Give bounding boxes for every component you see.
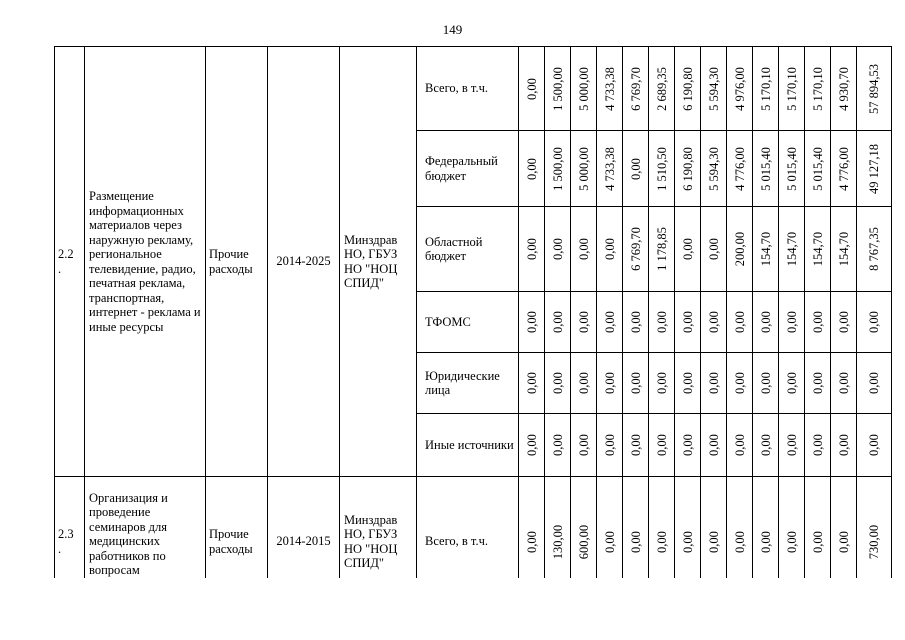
funding-value-cell <box>571 131 597 207</box>
funding-value-cell <box>701 353 727 414</box>
funding-value-cell <box>571 292 597 353</box>
funding-value: 5 015,40 <box>758 146 773 191</box>
funding-value: 5 170,10 <box>810 66 825 111</box>
funding-value: 200,00 <box>732 231 747 267</box>
funding-value: 5 000,00 <box>576 146 591 191</box>
funding-value: 0,00 <box>602 530 617 553</box>
funding-value-cell <box>701 47 727 131</box>
funding-value: 0,00 <box>706 434 721 456</box>
funding-value: 0,00 <box>758 372 773 394</box>
funding-value-cell <box>545 414 571 477</box>
funding-value: 1 500,00 <box>550 66 565 111</box>
funding-value-cell <box>831 353 857 414</box>
funding-value-cell <box>805 414 831 477</box>
funding-value: 0,00 <box>836 372 851 394</box>
funding-value: 0,00 <box>680 311 695 333</box>
funding-value-cell <box>831 47 857 131</box>
funding-value-cell <box>623 414 649 477</box>
funding-value: 0,00 <box>836 434 851 456</box>
funding-value-cell <box>805 353 831 414</box>
funding-value: 4 930,70 <box>836 66 851 111</box>
funding-value: 0,00 <box>810 434 825 456</box>
funding-value-cell <box>649 131 675 207</box>
funding-value-cell <box>675 47 701 131</box>
funding-value: 5 594,30 <box>706 66 721 111</box>
funding-value: 6 190,80 <box>680 146 695 191</box>
funding-value: 0,00 <box>550 372 565 394</box>
funding-value: 0,00 <box>628 530 643 553</box>
funding-value: 4 733,38 <box>602 66 617 111</box>
funding-value: 5 170,10 <box>784 66 799 111</box>
responsible-executor: Минздрав НО, ГБУЗ НО "НОЦ СПИД" <box>340 477 417 607</box>
funding-value: 4 976,00 <box>732 66 747 111</box>
funding-value-cell <box>571 47 597 131</box>
funding-value-cell <box>857 207 892 292</box>
activity-period: 2014-2025 <box>268 47 340 477</box>
funding-value: 0,00 <box>628 157 643 180</box>
funding-value-cell <box>779 353 805 414</box>
funding-value: 0,00 <box>550 238 565 260</box>
funding-value: 0,00 <box>576 311 591 333</box>
funding-value-cell <box>779 47 805 131</box>
funding-value-cell <box>779 207 805 292</box>
funding-value: 6 190,80 <box>680 66 695 111</box>
funding-value-cell <box>519 414 545 477</box>
activity-period: 2014-2015 <box>268 477 340 607</box>
funding-value-cell <box>857 47 892 131</box>
activity-number: 2.2 . <box>55 47 85 477</box>
funding-value-cell <box>753 131 779 207</box>
funding-value-cell <box>831 207 857 292</box>
funding-value-cell <box>753 353 779 414</box>
funding-value: 0,00 <box>784 530 799 553</box>
funding-value: 0,00 <box>680 372 695 394</box>
funding-value-cell <box>831 414 857 477</box>
funding-value-cell <box>545 292 571 353</box>
funding-value: 0,00 <box>732 311 747 333</box>
funding-value: 0,00 <box>576 238 591 260</box>
activity-number: 2.3 . <box>55 477 85 607</box>
funding-value: 730,00 <box>866 524 881 559</box>
funding-value: 154,70 <box>784 231 799 267</box>
funding-value: 0,00 <box>680 530 695 553</box>
funding-value: 0,00 <box>836 311 851 333</box>
funding-value: 0,00 <box>524 530 539 553</box>
funding-value: 0,00 <box>576 372 591 394</box>
funding-value: 0,00 <box>706 311 721 333</box>
funding-value-cell <box>779 131 805 207</box>
funding-value-cell <box>675 131 701 207</box>
funding-value-cell <box>857 292 892 353</box>
funding-value: 0,00 <box>550 434 565 456</box>
funding-value-cell <box>727 414 753 477</box>
funding-value-cell <box>675 292 701 353</box>
funding-value-cell <box>701 207 727 292</box>
funding-source: Иные источники <box>417 414 519 477</box>
funding-value-cell <box>623 131 649 207</box>
funding-value-cell <box>649 414 675 477</box>
funding-value: 0,00 <box>706 372 721 394</box>
funding-value-cell <box>727 353 753 414</box>
funding-value-cell <box>857 414 892 477</box>
funding-value: 5 015,40 <box>784 146 799 191</box>
funding-value: 0,00 <box>784 311 799 333</box>
funding-source: Всего, в т.ч. <box>417 47 519 131</box>
funding-value: 0,00 <box>866 434 881 456</box>
funding-value: 0,00 <box>524 157 539 180</box>
funding-value-cell <box>597 47 623 131</box>
funding-value-cell <box>519 207 545 292</box>
funding-value: 0,00 <box>680 238 695 260</box>
funding-value: 154,70 <box>836 231 851 267</box>
funding-value: 0,00 <box>576 434 591 456</box>
funding-value-cell <box>519 353 545 414</box>
funding-value: 154,70 <box>810 231 825 267</box>
funding-value: 0,00 <box>628 311 643 333</box>
funding-value: 0,00 <box>784 434 799 456</box>
funding-value-cell <box>753 207 779 292</box>
funding-value: 1 500,00 <box>550 146 565 191</box>
funding-value-cell <box>545 47 571 131</box>
funding-value: 0,00 <box>758 434 773 456</box>
funding-value-cell <box>805 131 831 207</box>
funding-value: 0,00 <box>524 311 539 333</box>
funding-value-cell <box>701 292 727 353</box>
funding-value: 2 689,35 <box>654 66 669 111</box>
funding-value: 0,00 <box>784 372 799 394</box>
funding-value-cell <box>597 414 623 477</box>
funding-value: 4 776,00 <box>732 146 747 191</box>
funding-value-cell <box>857 353 892 414</box>
funding-value: 0,00 <box>628 434 643 456</box>
funding-value-cell <box>571 207 597 292</box>
funding-source: ТФОМС <box>417 292 519 353</box>
funding-value: 0,00 <box>706 238 721 260</box>
funding-value: 0,00 <box>524 238 539 260</box>
funding-value: 5 170,10 <box>758 66 773 111</box>
funding-value-cell <box>545 131 571 207</box>
funding-value-cell <box>701 131 727 207</box>
funding-value-cell <box>831 131 857 207</box>
funding-value: 0,00 <box>706 530 721 553</box>
page-number: 149 <box>442 22 463 37</box>
funding-value-cell <box>649 353 675 414</box>
funding-value: 6 769,70 <box>628 227 643 271</box>
funding-value-cell <box>831 292 857 353</box>
funding-value-cell <box>649 47 675 131</box>
funding-value-cell <box>597 353 623 414</box>
funding-value: 154,70 <box>758 231 773 267</box>
funding-value-cell <box>857 131 892 207</box>
funding-value: 0,00 <box>758 311 773 333</box>
funding-value: 1 510,50 <box>654 146 669 191</box>
funding-value-cell <box>805 292 831 353</box>
responsible-executor: Минздрав НО, ГБУЗ НО "НОЦ СПИД" <box>340 47 417 477</box>
funding-value: 0,00 <box>654 372 669 394</box>
funding-source: Областной бюджет <box>417 207 519 292</box>
funding-value-cell <box>597 207 623 292</box>
funding-value-cell <box>623 292 649 353</box>
funding-value: 0,00 <box>602 311 617 333</box>
funding-value: 0,00 <box>680 434 695 456</box>
funding-value-cell <box>597 131 623 207</box>
funding-value: 0,00 <box>758 530 773 553</box>
funding-value: 0,00 <box>654 311 669 333</box>
funding-value: 600,00 <box>576 524 591 559</box>
funding-value-cell <box>727 207 753 292</box>
funding-value: 130,00 <box>550 524 565 559</box>
funding-value-cell <box>753 292 779 353</box>
funding-value: 0,00 <box>810 372 825 394</box>
funding-source: Федеральный бюджет <box>417 131 519 207</box>
funding-value: 0,00 <box>866 372 881 394</box>
funding-value: 0,00 <box>654 434 669 456</box>
funding-value-cell <box>753 47 779 131</box>
funding-value: 5 000,00 <box>576 66 591 111</box>
funding-value: 0,00 <box>524 434 539 456</box>
activity-description: Организация и проведение семинаров для медицинских работников по вопросам <box>85 477 206 607</box>
funding-value-cell <box>519 47 545 131</box>
page-bottom-margin <box>0 578 905 640</box>
funding-value-cell <box>545 353 571 414</box>
funding-value: 49 127,18 <box>866 143 881 194</box>
funding-source: Юридические лица <box>417 353 519 414</box>
funding-value-cell <box>649 207 675 292</box>
funding-value: 0,00 <box>602 372 617 394</box>
funding-value: 0,00 <box>602 434 617 456</box>
funding-value-cell <box>753 414 779 477</box>
funding-value-cell <box>727 292 753 353</box>
funding-value-cell <box>779 292 805 353</box>
funding-value: 0,00 <box>550 311 565 333</box>
funding-value-cell <box>649 292 675 353</box>
funding-value: 0,00 <box>732 372 747 394</box>
funding-value: 5 015,40 <box>810 146 825 191</box>
funding-value: 0,00 <box>810 530 825 553</box>
funding-value: 0,00 <box>628 372 643 394</box>
funding-value: 0,00 <box>836 530 851 553</box>
funding-value: 1 178,85 <box>654 227 669 271</box>
funding-value-cell <box>701 414 727 477</box>
funding-value-cell <box>805 47 831 131</box>
funding-value-cell <box>597 292 623 353</box>
funding-value-cell <box>727 131 753 207</box>
funding-value: 0,00 <box>524 372 539 394</box>
funding-value: 0,00 <box>524 77 539 100</box>
funding-value-cell <box>519 292 545 353</box>
funding-value-cell <box>571 414 597 477</box>
funding-value-cell <box>779 414 805 477</box>
funding-value: 0,00 <box>732 434 747 456</box>
funding-value-cell <box>545 207 571 292</box>
funding-value: 0,00 <box>732 530 747 553</box>
funding-value: 0,00 <box>602 238 617 260</box>
funding-value-cell <box>623 207 649 292</box>
funding-value: 4 733,38 <box>602 146 617 191</box>
funding-value: 4 776,00 <box>836 146 851 191</box>
funding-value-cell <box>805 207 831 292</box>
funding-value-cell <box>675 207 701 292</box>
expense-type: Прочие расходы <box>206 47 268 477</box>
funding-value-cell <box>727 47 753 131</box>
funding-value: 0,00 <box>866 311 881 333</box>
funding-value: 0,00 <box>810 311 825 333</box>
program-activities-table <box>54 46 892 607</box>
funding-value-cell <box>623 353 649 414</box>
funding-value-cell <box>571 353 597 414</box>
funding-value-cell <box>519 131 545 207</box>
funding-value: 57 894,53 <box>866 63 881 114</box>
funding-value-cell <box>623 47 649 131</box>
funding-value: 6 769,70 <box>628 66 643 111</box>
funding-value: 0,00 <box>654 530 669 553</box>
expense-type: Прочие расходы <box>206 477 268 607</box>
funding-value: 5 594,30 <box>706 146 721 191</box>
funding-source: Всего, в т.ч. <box>417 477 519 607</box>
table-row <box>55 47 892 131</box>
activity-description: Размещение информационных материалов через наружную рекламу, региональное телевидение, радио, печатная реклама, транспортная, интернет - реклама и иные ресурсы <box>85 47 206 477</box>
funding-value-cell <box>675 353 701 414</box>
funding-value-cell <box>675 414 701 477</box>
funding-value: 8 767,35 <box>866 227 881 271</box>
